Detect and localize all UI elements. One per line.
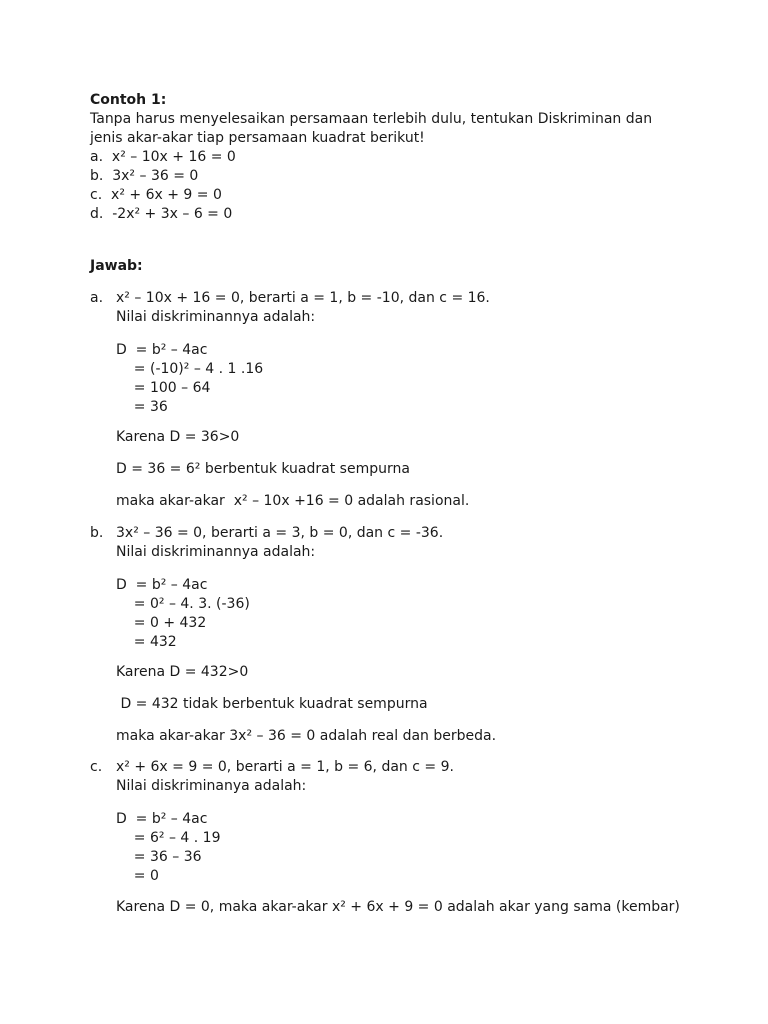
instruction-line-2: jenis akar-akar tiap persamaan kuadrat berikut! [90,130,425,146]
example-item-b: b. 3x² – 36 = 0 [90,168,199,184]
answer-c-step-3: = 36 – 36 [116,849,202,865]
answer-a-statement: x² – 10x + 16 = 0, berarti a = 1, b = -10, dan c = 16. [116,290,490,306]
answer-b-conclusion: maka akar-akar 3x² – 36 = 0 adalah real dan berbeda. [116,728,497,744]
answer-a-conclusion: maka akar-akar x² – 10x +16 = 0 adalah rasional. [116,493,470,509]
answer-b-intro: Nilai diskriminannya adalah: [116,544,316,560]
answer-c-intro: Nilai diskriminanya adalah: [116,778,307,794]
answer-b-step-2: = 0² – 4. 3. (-36) [116,596,250,612]
answer-a-step-1: D = b² – 4ac [116,342,208,358]
answer-a-square-note: D = 36 = 6² berbentuk kuadrat sempurna [116,461,410,477]
answer-b-statement: 3x² – 36 = 0, berarti a = 3, b = 0, dan c = -36. [116,525,444,541]
example-item-c: c. x² + 6x + 9 = 0 [90,187,222,203]
answer-heading: Jawab: [90,258,143,274]
answer-a-step-2: = (-10)² – 4 . 1 .16 [116,361,264,377]
example-heading: Contoh 1: [90,92,167,108]
example-item-a: a. x² – 10x + 16 = 0 [90,149,236,165]
instruction-line-1: Tanpa harus menyelesaikan persamaan terlebih dulu, tentukan Diskriminan dan [90,111,653,127]
answer-c-conclusion: Karena D = 0, maka akar-akar x² + 6x + 9 = 0 adalah akar yang sama (kembar) [116,899,680,915]
answer-b-marker: b. [90,525,104,541]
answer-b-because: Karena D = 432>0 [116,664,249,680]
answer-c-marker: c. [90,759,103,775]
answer-a-step-3: = 100 – 64 [116,380,211,396]
answer-a-intro: Nilai diskriminannya adalah: [116,309,316,325]
answer-b-step-3: = 0 + 432 [116,615,207,631]
answer-c-step-2: = 6² – 4 . 19 [116,830,221,846]
answer-b-step-4: = 432 [116,634,177,650]
answer-c-step-4: = 0 [116,868,159,884]
answer-c-statement: x² + 6x = 9 = 0, berarti a = 1, b = 6, dan c = 9. [116,759,454,775]
answer-a-marker: a. [90,290,104,306]
answer-c-step-1: D = b² – 4ac [116,811,208,827]
example-item-d: d. -2x² + 3x – 6 = 0 [90,206,233,222]
answer-b-step-1: D = b² – 4ac [116,577,208,593]
answer-b-square-note: D = 432 tidak berbentuk kuadrat sempurna [116,696,428,712]
answer-a-step-4: = 36 [116,399,168,415]
answer-a-because: Karena D = 36>0 [116,429,240,445]
